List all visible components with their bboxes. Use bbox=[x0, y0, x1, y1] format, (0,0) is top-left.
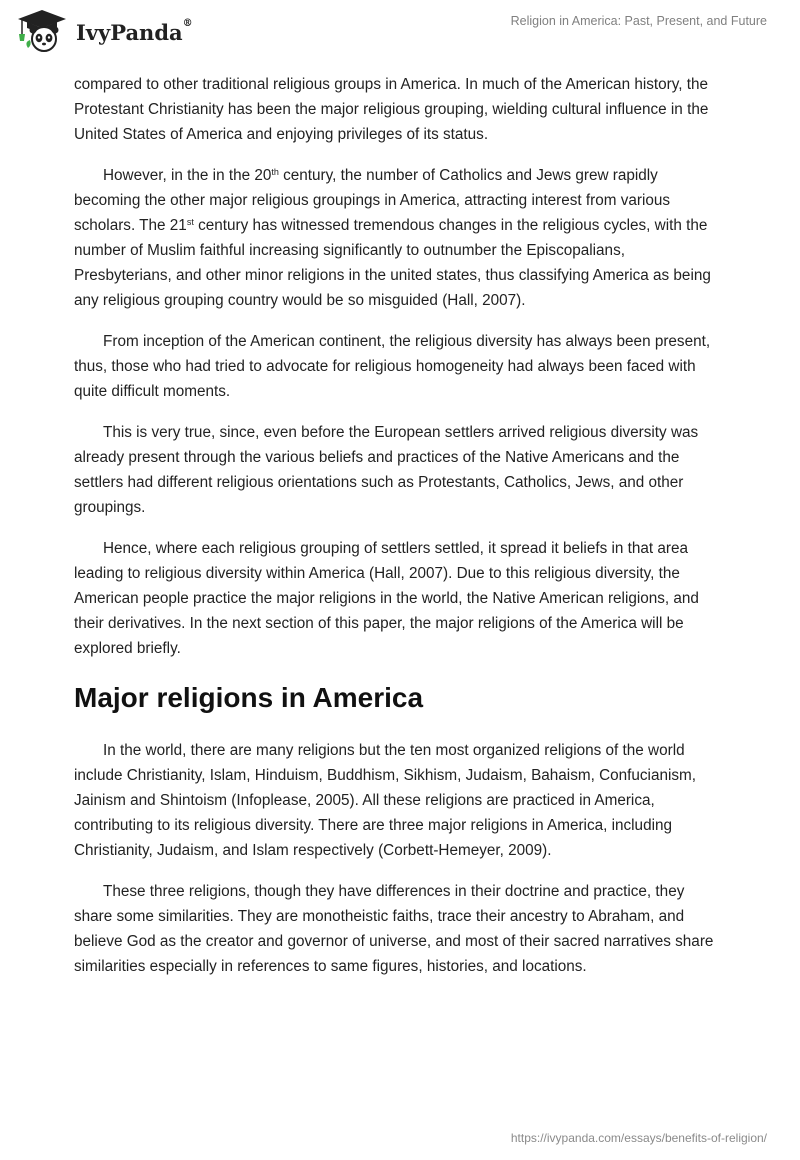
panda-graduate-logo-icon bbox=[14, 8, 70, 52]
paragraph-text: Hence, where each religious grouping of settlers settled, it spread it beliefs in that area leading to religious diversity within America (Hall, 2007). Due to this religious diversity, the American people practice the major religions in the world, the Native American religions, and their derivatives. In the next section of this paper, the major religions of the America will be explored briefly. bbox=[74, 540, 699, 657]
brand-logo[interactable] bbox=[14, 8, 193, 52]
body-paragraph bbox=[74, 72, 726, 147]
page-header bbox=[0, 0, 800, 70]
paragraph-text: This is very true, since, even before the European settlers arrived religious diversity was already present through the various beliefs and practices of the Native Americans and the settlers had different religious orientations such as Protestants, Catholics, Jews, and other groupings. bbox=[74, 424, 699, 516]
body-paragraph bbox=[74, 420, 726, 520]
source-url[interactable]: https://ivypanda.com/essays/benefits-of-religion/ bbox=[510, 1131, 767, 1145]
section-heading: Major religions in America bbox=[74, 682, 424, 713]
paragraph-text: compared to other traditional religious groups in America. In much of the American history, the Protestant Christianity has been the major religious grouping, wielding cultural influence in the United States of America and enjoying privileges of its status. bbox=[74, 76, 709, 143]
brand-name: IvyPanda® bbox=[76, 17, 193, 45]
body-paragraph bbox=[74, 329, 726, 404]
paragraphs-before-heading bbox=[74, 72, 726, 661]
body-paragraph bbox=[74, 738, 726, 863]
document-title: Religion in America: Past, Present, and Future bbox=[510, 14, 767, 28]
body-paragraph bbox=[74, 536, 726, 661]
paragraph-text: In the world, there are many religions but the ten most organized religions of the world include Christianity, Islam, Hinduism, Buddhism, Sikhism, Judaism, Bahaism, Confucianism, Jainism and Shintoism (Infoplease, 2005). All these religions are practiced in America, contributing to its religious diversity. There are three major religions in America, including Christianity, Judaism, and Islam respectively (Corbett-Hemeyer, 2009). bbox=[74, 742, 697, 859]
ordinal-suffix: st bbox=[186, 217, 194, 227]
paragraph-text: These three religions, though they have differences in their doctrine and practice, they share some similarities. They are monotheistic faiths, trace their ancestry to Abraham, and believe God as the creator and governor of universe, and most of their sacred narratives share similarities especially in references to same figures, histories, and locations. bbox=[74, 883, 714, 975]
body-paragraph bbox=[74, 879, 726, 979]
body-paragraph bbox=[74, 163, 726, 313]
paragraph-text: However, in the in the 20 bbox=[103, 167, 272, 184]
paragraphs-after-heading bbox=[74, 738, 726, 979]
ordinal-suffix: th bbox=[271, 167, 279, 177]
paragraph-text: From inception of the American continent, the religious diversity has always been present, thus, those who had tried to advocate for religious homogeneity had always been faced with quite difficult moments. bbox=[74, 333, 711, 400]
paragraph-text: century has witnessed tremendous changes in the religious cycles, with the number of Muslim faithful increasing significantly to outnumber the Episcopalians, Presbyterians, and other minor religions in the united states, thus classifying America as being any religious grouping country would be so misguided (Hall, 2007). bbox=[74, 217, 711, 309]
paragraph-text: century, the number of Catholics and Jews grew rapidly becoming the other major religious groupings in America, attracting interest from various scholars. The 21 bbox=[74, 167, 671, 234]
essay-body bbox=[74, 72, 726, 995]
